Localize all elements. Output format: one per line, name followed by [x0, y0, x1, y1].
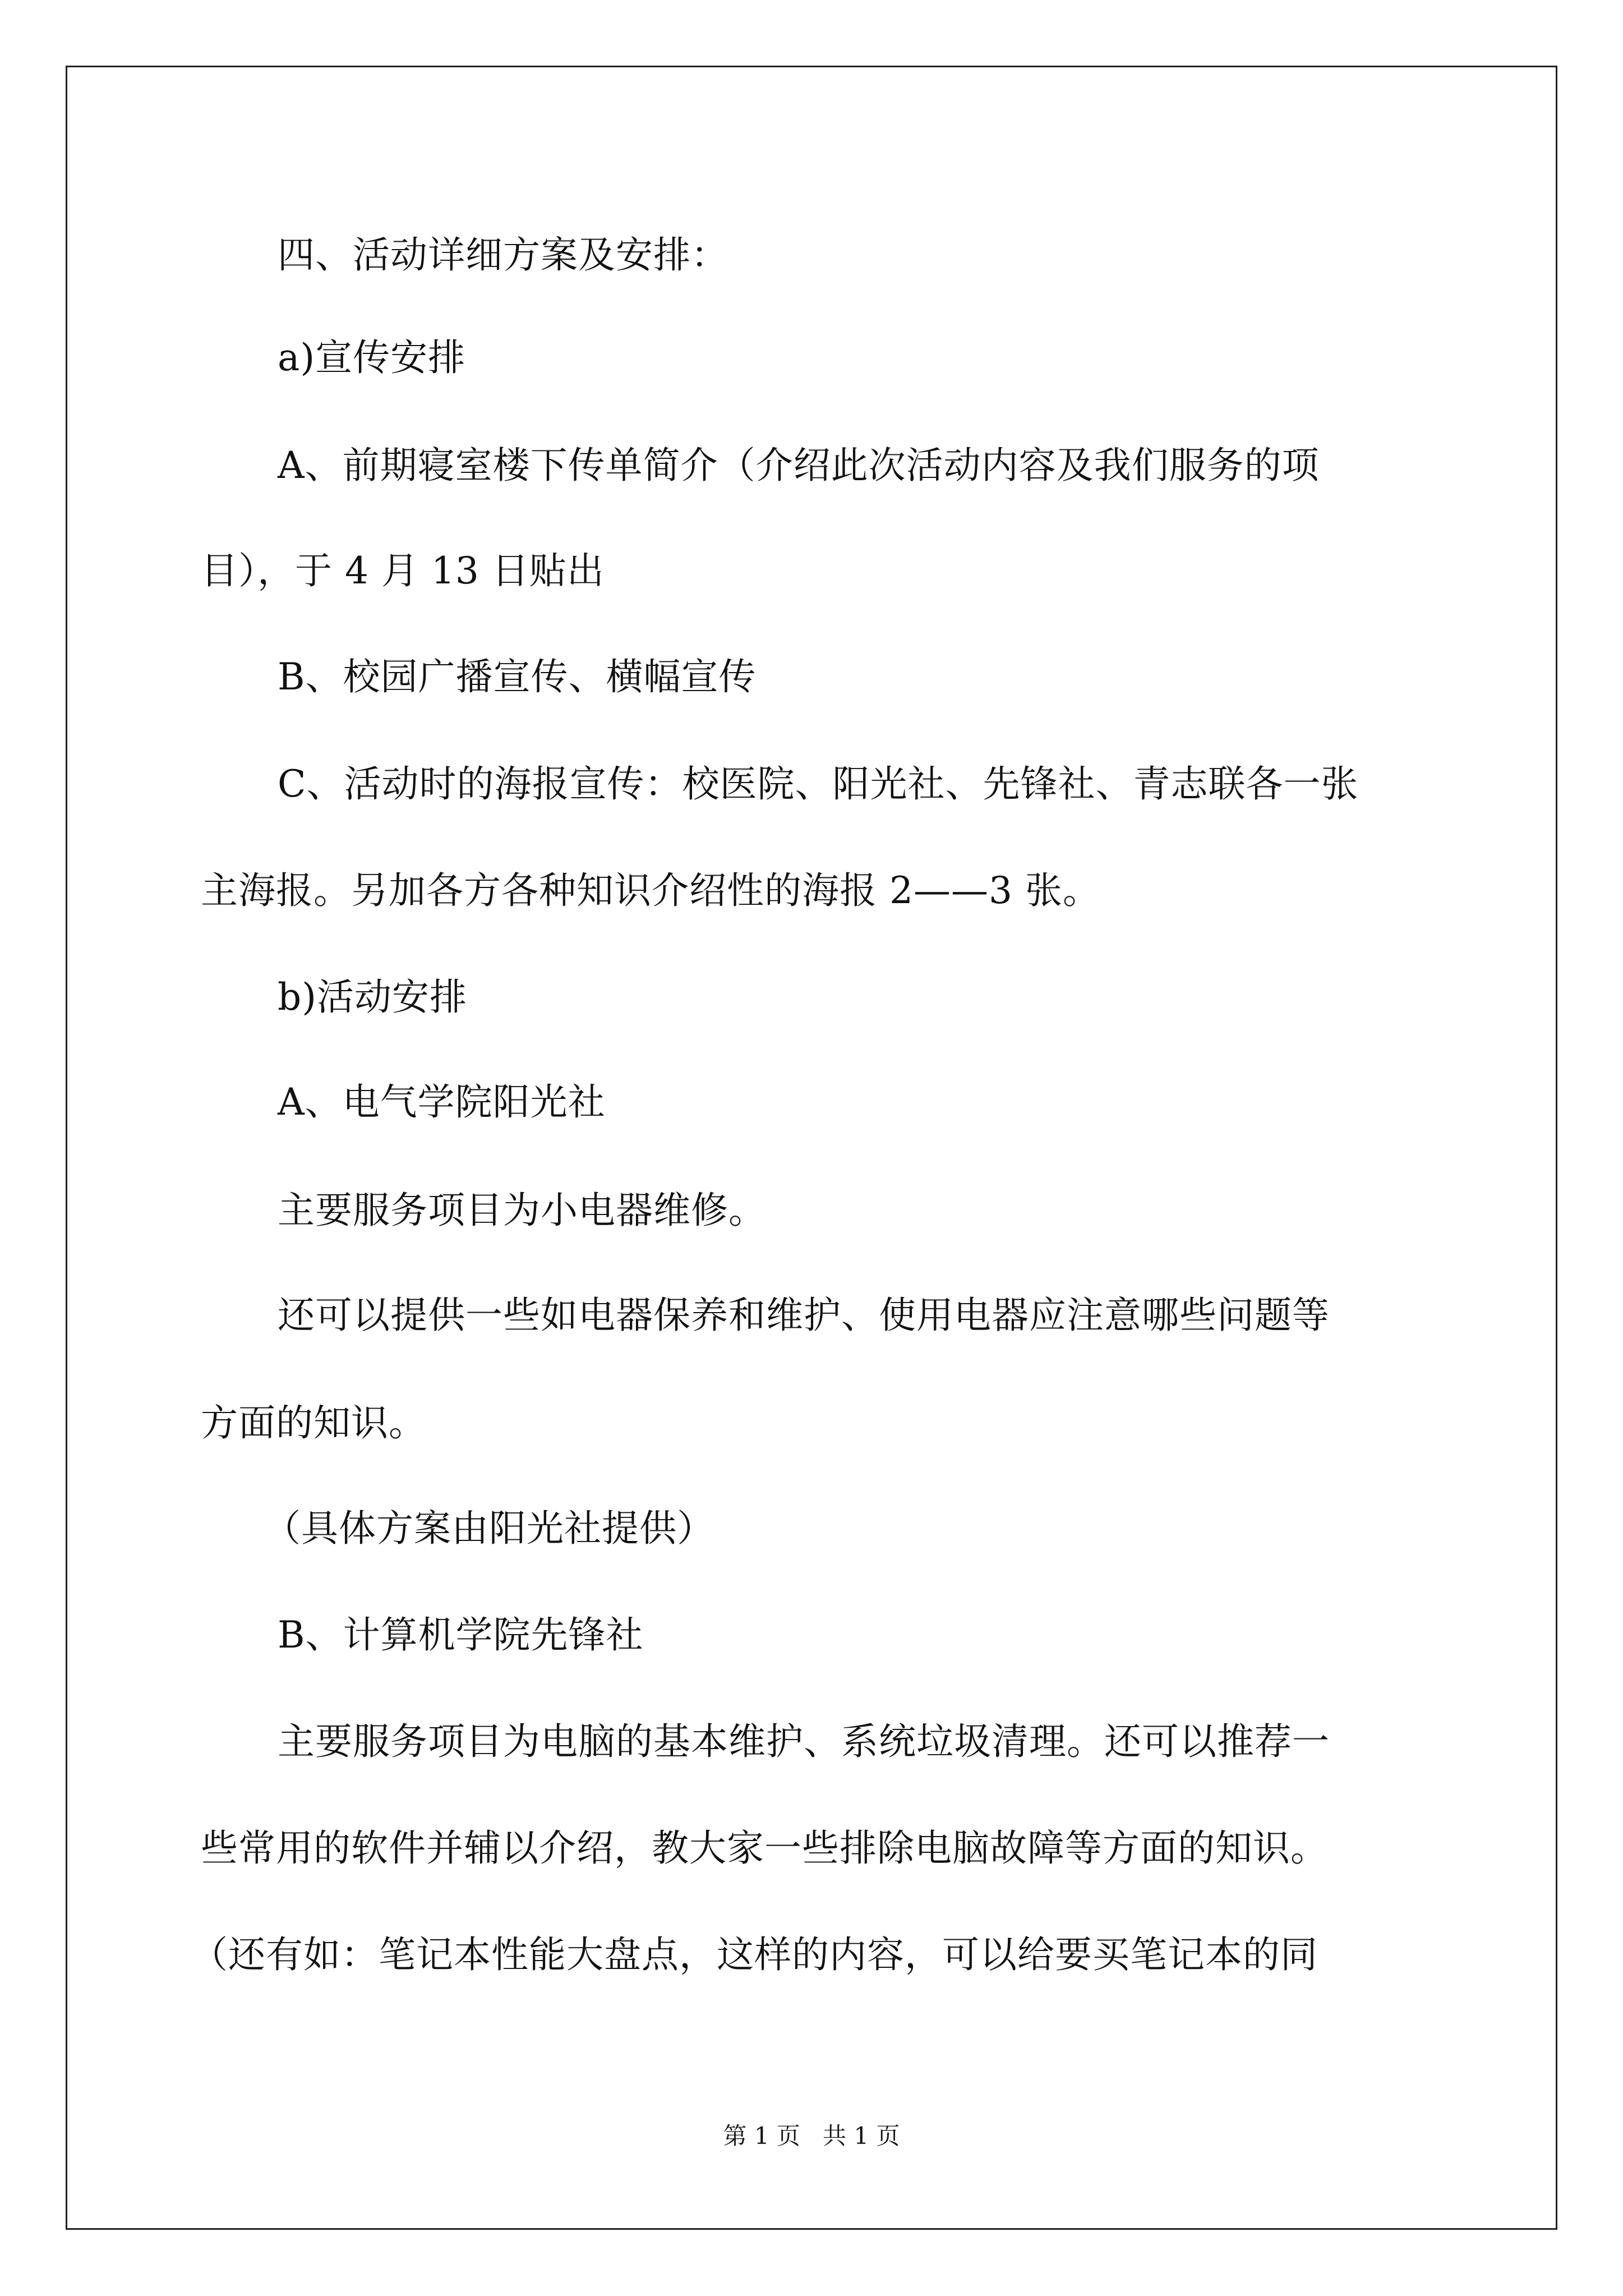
paragraph-line: A、前期寝室楼下传单简介（介绍此次活动内容及我们服务的项 — [278, 444, 1320, 487]
paragraph-line: 方面的知识。 — [201, 1401, 426, 1444]
paragraph-line: C、活动时的海报宣传：校医院、阳光社、先锋社、青志联各一张 — [278, 762, 1359, 806]
subheading-activities: b)活动安排 — [278, 976, 467, 1019]
page-border — [66, 66, 1557, 2230]
paragraph-line: B、校园广播宣传、横幅宣传 — [278, 655, 757, 698]
paragraph-line: 主要服务项目为小电器维修。 — [278, 1189, 766, 1232]
subheading-publicity: a)宣传安排 — [278, 336, 466, 379]
paragraph-line: 主要服务项目为电脑的基本维护、系统垃圾清理。还可以推荐一 — [278, 1720, 1330, 1763]
paragraph-line: A、电气学院阳光社 — [278, 1080, 606, 1124]
page-footer: 第 1 页 共 1 页 — [723, 2122, 900, 2150]
paragraph-line: 些常用的软件并辅以介绍，教大家一些排除电脑故障等方面的知识。 — [201, 1826, 1328, 1870]
section-heading: 四、活动详细方案及安排： — [278, 233, 728, 277]
paragraph-line: （还有如：笔记本性能大盘点，这样的内容，可以给要买笔记本的同 — [191, 1933, 1318, 1976]
paragraph-line: 目），于 4 月 13 日贴出 — [201, 549, 605, 592]
paragraph-line: 主海报。另加各方各种知识介绍性的海报 2——3 张。 — [201, 869, 1100, 912]
paragraph-line: 还可以提供一些如电器保养和维护、使用电器应注意哪些问题等 — [278, 1294, 1330, 1337]
paragraph-line: （具体方案由阳光社提供） — [264, 1507, 714, 1550]
paragraph-line: B、计算机学院先锋社 — [278, 1613, 644, 1657]
